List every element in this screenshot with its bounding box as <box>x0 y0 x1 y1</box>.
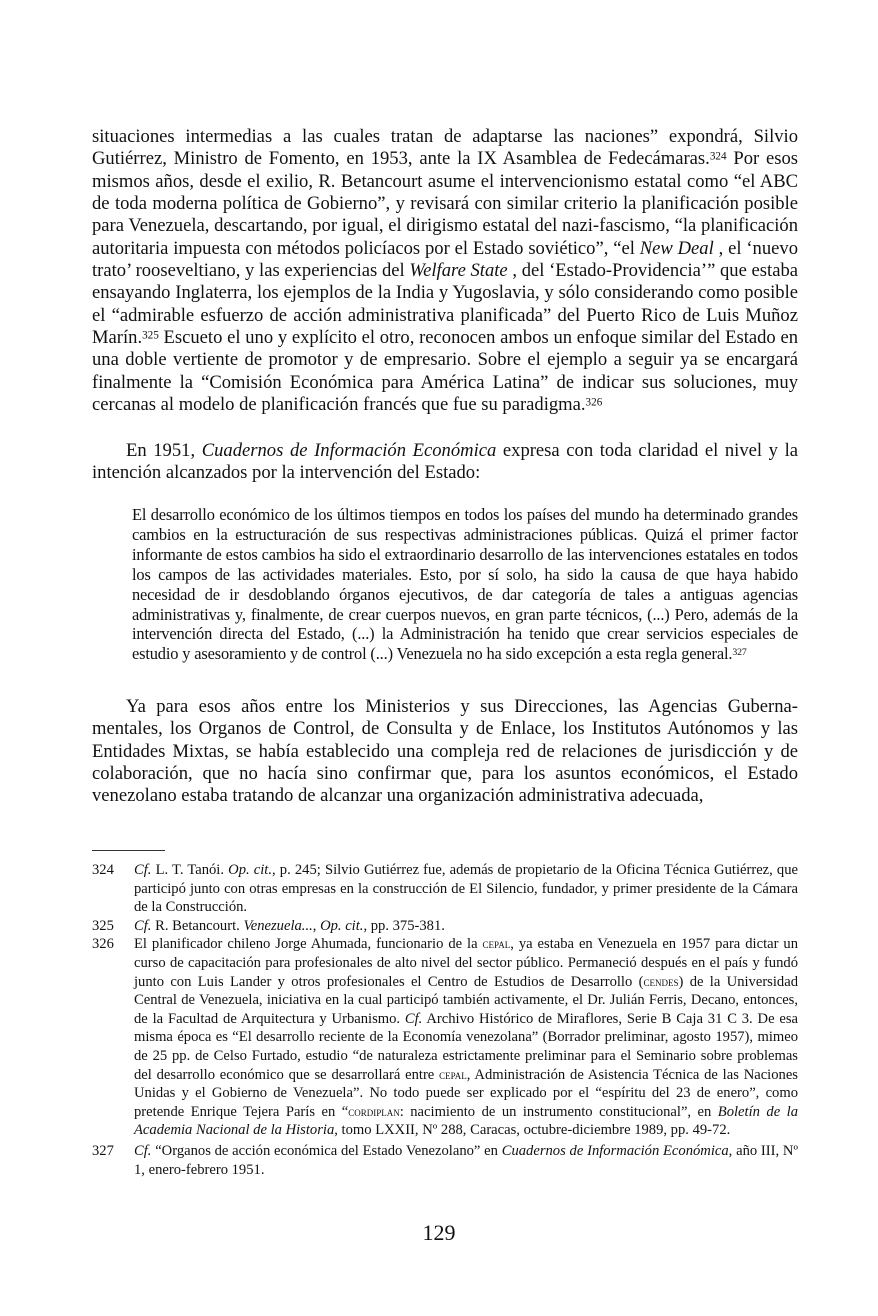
footnote-327 <box>92 1142 798 1179</box>
footnote-reference[interactable]: 326 <box>585 396 603 409</box>
body-paragraph <box>92 696 798 808</box>
italic-text: Welfare State <box>409 260 508 282</box>
footnote-segment: ) de la Universidad Central de Venezuela, iniciativa en la cual participó también activamente, el Dr. Julián Ferris, Decano, entonces, de la Facultad de Arquitectura y Urbanismo. <box>134 973 798 1027</box>
footnote-number: 325 <box>92 917 114 934</box>
paragraph-text: Por esos mismos años, desde el exilio, R. Betancourt asume el intervencionismo estatal como “el ABC de toda moderna política de Gobierno”, y revisará con similar criterio la planificación posible para Venezuela, descartando, por igual, el dirigismo estatal del nazi-fascismo, “la planificación autoritaria impuesta con métodos policíacos por el Estado soviético”, “el <box>92 148 798 259</box>
footnote-segment: , <box>312 917 321 934</box>
acronym: cepal <box>439 1067 467 1082</box>
footnote-text <box>134 861 798 917</box>
acronym: cendes <box>643 974 679 989</box>
paragraph-text: , del ‘Estado-Providencia’” que estaba ensayando Inglaterra, los ejemplos de la India y Yugoslavia, y sólo considerando como posible el “admirable esfuerzo de acción administrativa planificada” del Puerto Rico de Luis Muñoz Marín. <box>92 260 798 349</box>
paragraph-text: expresa con toda claridad el nivel y la intención alcanzados por la intervención del Estado: <box>92 440 798 484</box>
footnote-reference[interactable]: 325 <box>142 329 159 342</box>
footnote-number: 327 <box>92 1142 114 1159</box>
footnote-reference[interactable]: 327 <box>732 647 747 659</box>
italic-text: Venezuela... <box>243 917 313 934</box>
publication-title: Cuadernos de Información Económica <box>201 440 497 461</box>
footnote-segment: , p. 245; Silvio Gutiérrez fue, además de propietario de la Oficina Técnica Gutiérrez, que participó junto con otras empresas en la construcción de El Silencio, fundador, y primer presidente de la Cámara de la Construcción. <box>134 862 798 916</box>
page-number: 129 <box>422 1220 456 1245</box>
italic-text: Cuadernos de Información Económica <box>501 1142 729 1159</box>
footnote-324 <box>92 861 798 917</box>
footnote-segment: , ya estaba en Venezuela en 1957 para dictar un curso de capacitación para profesionales de alto nivel del sector público. Permaneció después en el país y fundó junto con Luis Lander y otros profesionales el Centro de Estudios de Desarrollo ( <box>134 936 798 990</box>
italic-text: Op. cit. <box>228 862 273 878</box>
quote-text: El desarrollo económico de los últimos tiempos en todos los países del mundo ha determinado grandes cambios en la estructuración de sus respectivas administraciones públicas. Quizá el primer factor informante de estos cambios ha sido el extraordinario desarrollo de las intervenciones estatales en todos los campos de las actividades materiales. Esto, por sí solo, ha sido la causa de que haya habido necesidad de ir desdoblando órganos ejecutivos, de dar categoría de tales a antiguas agencias administrativas y, finalmente, de crear cuerpos nuevos, en gran parte técnicos, (...) Pero, además de la intervención directa del Estado, (...) la Administración ha tenido que crear servicios especiales de estudio y asesoramiento y de control (...) Venezuela no ha sido excepción a esta regla general. <box>132 505 798 664</box>
footnote-number: 326 <box>92 936 114 953</box>
footnote-number: 324 <box>92 862 114 878</box>
footnote-segment: , año III, Nº 1, enero-febrero 1951. <box>134 1142 798 1178</box>
footnote-segment: “Organos de acción económica del Estado Venezolano” en <box>151 1142 502 1159</box>
footnote-segment: , Administración de Asistencia Técnica de las Naciones Unidas y el Gobierno de Venezuela”. No todo puede ser explicado por el “espíritu del 23 de enero”, como pretende Enrique Tejera París en “ <box>134 1066 798 1120</box>
italic-text: New Deal <box>639 237 714 259</box>
footnote-segment: El planificador chileno Jorge Ahumada, funcionario de la <box>134 936 483 953</box>
footnote-reference[interactable]: 324 <box>709 150 727 163</box>
italic-text: Cf. <box>134 862 152 878</box>
footnote-segment: , tomo LXXII, Nº 288, Caracas, octubre-diciembre 1989, pp. 49-72. <box>334 1122 731 1139</box>
footnote-326 <box>92 935 798 1140</box>
paragraph-text: situaciones intermedias a las cuales tratan de adaptarse las naciones” expondrá, Silvio Gutiérrez, Ministro de Fomento, en 1953, ante la IX Asamblea de Fedecámaras. <box>92 126 798 170</box>
footnote-segment: : nacimiento de un instrumento constitucional”, en <box>399 1103 718 1120</box>
footnote-segment: , pp. 375-381. <box>363 917 445 934</box>
acronym: cepal <box>482 937 511 952</box>
paragraph-text: Ya para esos años entre los Ministerios y sus Direcciones, las Agencias Guberna-mentales, los Organos de Control, de Consulta y de Enlace, los Institutos Autónomos y las Entidades Mixtas, se había establecido una compleja red de relaciones de jurisdicción y de colaboración, que no hacía sino confirmar que, para los asuntos económicos, el Estado venezolano estaba tratando de alcanzar una organización administrativa adecuada, <box>92 696 798 807</box>
footnote-text <box>134 935 798 1140</box>
italic-text: Cf. <box>134 917 152 934</box>
footnote-segment: R. Betancourt. <box>151 917 244 934</box>
paragraph-text: , el ‘nuevo trato’ rooseveltiano, y las experiencias del <box>92 237 798 282</box>
footnote-text <box>134 917 798 936</box>
body-paragraph <box>92 126 798 416</box>
italic-text: Cf. <box>134 1142 152 1159</box>
footnote-text <box>134 1142 798 1179</box>
paragraph-text: Escueto el uno y explícito el otro, reconocen ambos un enfoque similar del Estado en una doble vertiente de promotor y de empresario. Sobre el ejemplo a seguir ya se encargará finalmente la “Comisión Económica para América Latina” de indicar sus soluciones, muy cercanas al modelo de planificación francés que fue su paradigma. <box>92 327 798 416</box>
footnotes <box>92 861 798 1179</box>
footnote-325 <box>92 917 798 936</box>
block-quote <box>132 505 798 664</box>
body-paragraph <box>92 440 798 485</box>
italic-text: Cf. <box>404 1010 423 1027</box>
footnote-segment: L. T. Tanói. <box>151 862 229 878</box>
italic-text: Boletín de la Academia Nacional de la Historia <box>134 1103 798 1139</box>
footnote-divider <box>92 850 165 851</box>
acronym: cordiplan <box>348 1104 400 1119</box>
footnote-segment: Archivo Histórico de Miraflores, Serie B Caja 31 C 3. De esa misma época es “El desarrollo reciente de la Economía venezolana” (Borrador preliminar, agosto 1957), mimeo de 25 pp. de Celso Furtado, estudio “de naturaleza estrictamente preliminar para el Seminario sobre problemas del desarrollo económico que se desarrollará entre <box>134 1010 799 1083</box>
paragraph-text: En 1951, <box>126 440 202 461</box>
italic-text: Op. cit. <box>320 917 364 934</box>
